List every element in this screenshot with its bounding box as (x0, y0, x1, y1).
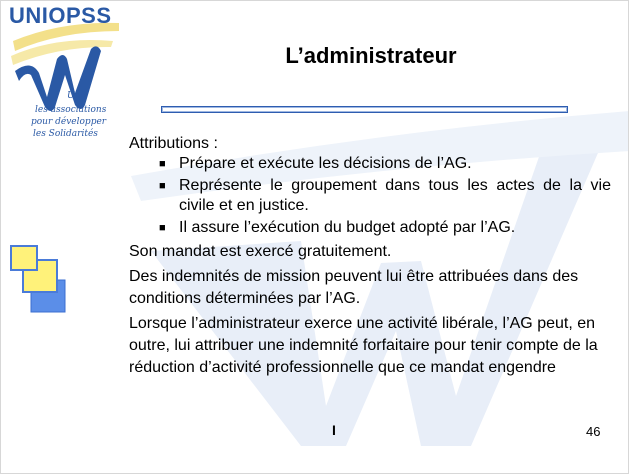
logo-tagline-1: Unir (67, 91, 88, 101)
attribution-item: ■ Représente le groupement dans tous les actes de la vie civile et en justice. (157, 176, 611, 216)
logo-tagline-3: pour développer (31, 117, 107, 127)
mandate-paragraph: Son mandat est exercé gratuitement. (129, 243, 392, 260)
page-number: 46 (586, 424, 601, 439)
attribution-item: ■ Prépare et exécute les décisions de l’AG. (157, 154, 611, 174)
logo-name: UNIOPSS (9, 3, 112, 28)
attribution-item: ■ Il assure l’exécution du budget adopté par l’AG. (157, 218, 611, 238)
slide-title: L’administrateur (285, 43, 457, 68)
logo-tagline-2: les associations (35, 105, 107, 115)
logo-tagline-4: les Solidarités (33, 129, 98, 139)
uniopss-logo (1, 1, 126, 161)
attributions-list (129, 154, 611, 238)
indemnity-paragraph: Des indemnités de mission peuvent lui être attribuées dans des conditions déterminées par l’AG. (129, 268, 579, 307)
text-cursor-mark: I (332, 422, 336, 438)
decorative-squares-icon (9, 244, 71, 314)
title-underline-bar (161, 106, 568, 113)
attributions-heading: Attributions : (129, 135, 218, 152)
liberal-activity-paragraph: Lorsque l’administrateur exerce une activité libérale, l’AG peut, en outre, lui attribuer une indemnité forfaitaire pour tenir compte de la réduction d’activité professionnelle que ce mandat engendre (129, 315, 598, 376)
slide-body (129, 134, 611, 379)
